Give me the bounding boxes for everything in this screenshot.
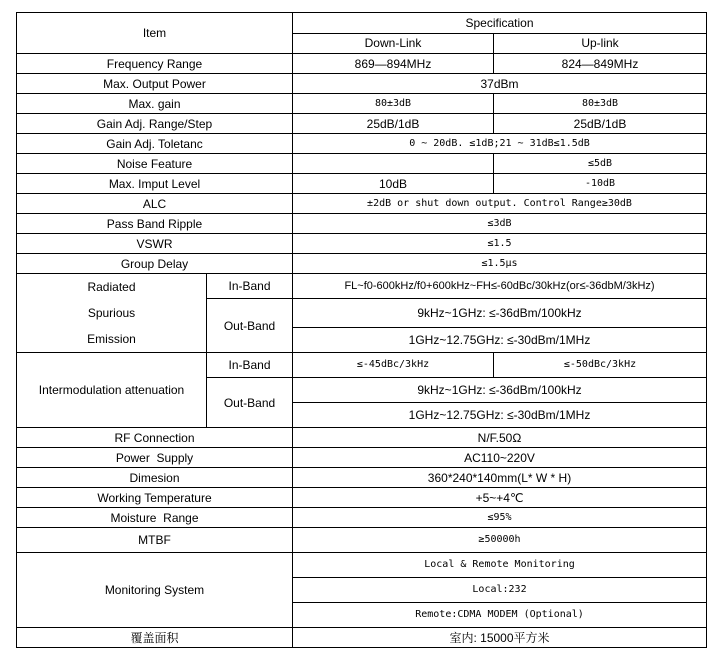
max-input-level-up: -10dB: [494, 174, 707, 194]
pass-band-ripple-label: Pass Band Ripple: [17, 214, 293, 234]
mtbf-value: ≥50000h: [293, 528, 707, 553]
coverage-area-value: 室内: 15000平方米: [293, 628, 707, 648]
radiated-out-band-value-1: 9kHz~1GHz: ≤-36dBm/100kHz: [293, 299, 707, 328]
radiated-out-band-label: Out-Band: [207, 299, 293, 353]
radiated-spurious-line3: Emission: [87, 332, 136, 346]
radiated-spurious-line2: Spurious: [87, 306, 136, 320]
frequency-range-label: Frequency Range: [17, 54, 293, 74]
monitoring-system-label: Monitoring System: [17, 553, 293, 628]
vswr-value: ≤1.5: [293, 234, 707, 254]
rf-connection-value: N/F.50Ω: [293, 428, 707, 448]
noise-feature-up: ≤5dB: [494, 154, 707, 174]
working-temperature-value: +5~+4℃: [293, 488, 707, 508]
max-gain-label: Max. gain: [17, 94, 293, 114]
noise-feature-down: [293, 154, 494, 174]
moisture-range-label: Moisture Range: [17, 508, 293, 528]
intermod-out-band-label: Out-Band: [207, 378, 293, 428]
gain-adj-range-up: 25dB/1dB: [494, 114, 707, 134]
max-gain-down: 80±3dB: [293, 94, 494, 114]
max-input-level-down: 10dB: [293, 174, 494, 194]
radiated-out-band-value-2: 1GHz~12.75GHz: ≤-30dBm/1MHz: [293, 328, 707, 353]
header-down-link: Down-Link: [293, 33, 494, 54]
intermod-in-band-down: ≤-45dBc/3kHz: [293, 353, 494, 378]
coverage-area-label: 覆盖面积: [17, 628, 293, 648]
pass-band-ripple-value: ≤3dB: [293, 214, 707, 234]
gain-adj-range-down: 25dB/1dB: [293, 114, 494, 134]
dimension-label: Dimesion: [17, 468, 293, 488]
alc-value: ±2dB or shut down output. Control Range≥30dB: [293, 194, 707, 214]
vswr-label: VSWR: [17, 234, 293, 254]
max-input-level-label: Max. Imput Level: [17, 174, 293, 194]
power-supply-label: Power Supply: [17, 448, 293, 468]
intermod-in-band-up: ≤-50dBc/3kHz: [494, 353, 707, 378]
radiated-spurious-label: [17, 274, 207, 353]
group-delay-label: Group Delay: [17, 254, 293, 274]
radiated-in-band-label: In-Band: [207, 274, 293, 299]
noise-feature-label: Noise Feature: [17, 154, 293, 174]
gain-adj-tolerance-label: Gain Adj. Toletanc: [17, 134, 293, 154]
header-item: Item: [17, 13, 293, 54]
rf-connection-label: RF Connection: [17, 428, 293, 448]
power-supply-value: AC110~220V: [293, 448, 707, 468]
gain-adj-range-label: Gain Adj. Range/Step: [17, 114, 293, 134]
frequency-range-up: 824—849MHz: [494, 54, 707, 74]
dimension-value: 360*240*140mm(L* W * H): [293, 468, 707, 488]
intermod-out-band-value-2: 1GHz~12.75GHz: ≤-30dBm/1MHz: [293, 403, 707, 428]
radiated-spurious-line1: Radiated: [87, 280, 136, 294]
intermod-in-band-label: In-Band: [207, 353, 293, 378]
header-specification: Specification: [293, 13, 707, 34]
gain-adj-tolerance-value: 0 ~ 20dB. ≤1dB;21 ~ 31dB≤1.5dB: [293, 134, 707, 154]
working-temperature-label: Working Temperature: [17, 488, 293, 508]
specification-table: [16, 12, 707, 648]
mtbf-label: MTBF: [17, 528, 293, 553]
moisture-range-value: ≤95%: [293, 508, 707, 528]
radiated-in-band-value: FL~f0-600kHz/f0+600kHz~FH≤-60dBc/30kHz(or≤-36dbM/3kHz): [293, 274, 707, 299]
monitoring-system-value-2: Local:232: [293, 578, 707, 603]
frequency-range-down: 869—894MHz: [293, 54, 494, 74]
alc-label: ALC: [17, 194, 293, 214]
intermodulation-label: Intermodulation attenuation: [17, 353, 207, 428]
max-gain-up: 80±3dB: [494, 94, 707, 114]
monitoring-system-value-3: Remote:CDMA MODEM (Optional): [293, 603, 707, 628]
header-up-link: Up-link: [494, 33, 707, 54]
group-delay-value: ≤1.5μs: [293, 254, 707, 274]
max-output-power-label: Max. Output Power: [17, 74, 293, 94]
intermod-out-band-value-1: 9kHz~1GHz: ≤-36dBm/100kHz: [293, 378, 707, 403]
max-output-power-value: 37dBm: [293, 74, 707, 94]
monitoring-system-value-1: Local & Remote Monitoring: [293, 553, 707, 578]
